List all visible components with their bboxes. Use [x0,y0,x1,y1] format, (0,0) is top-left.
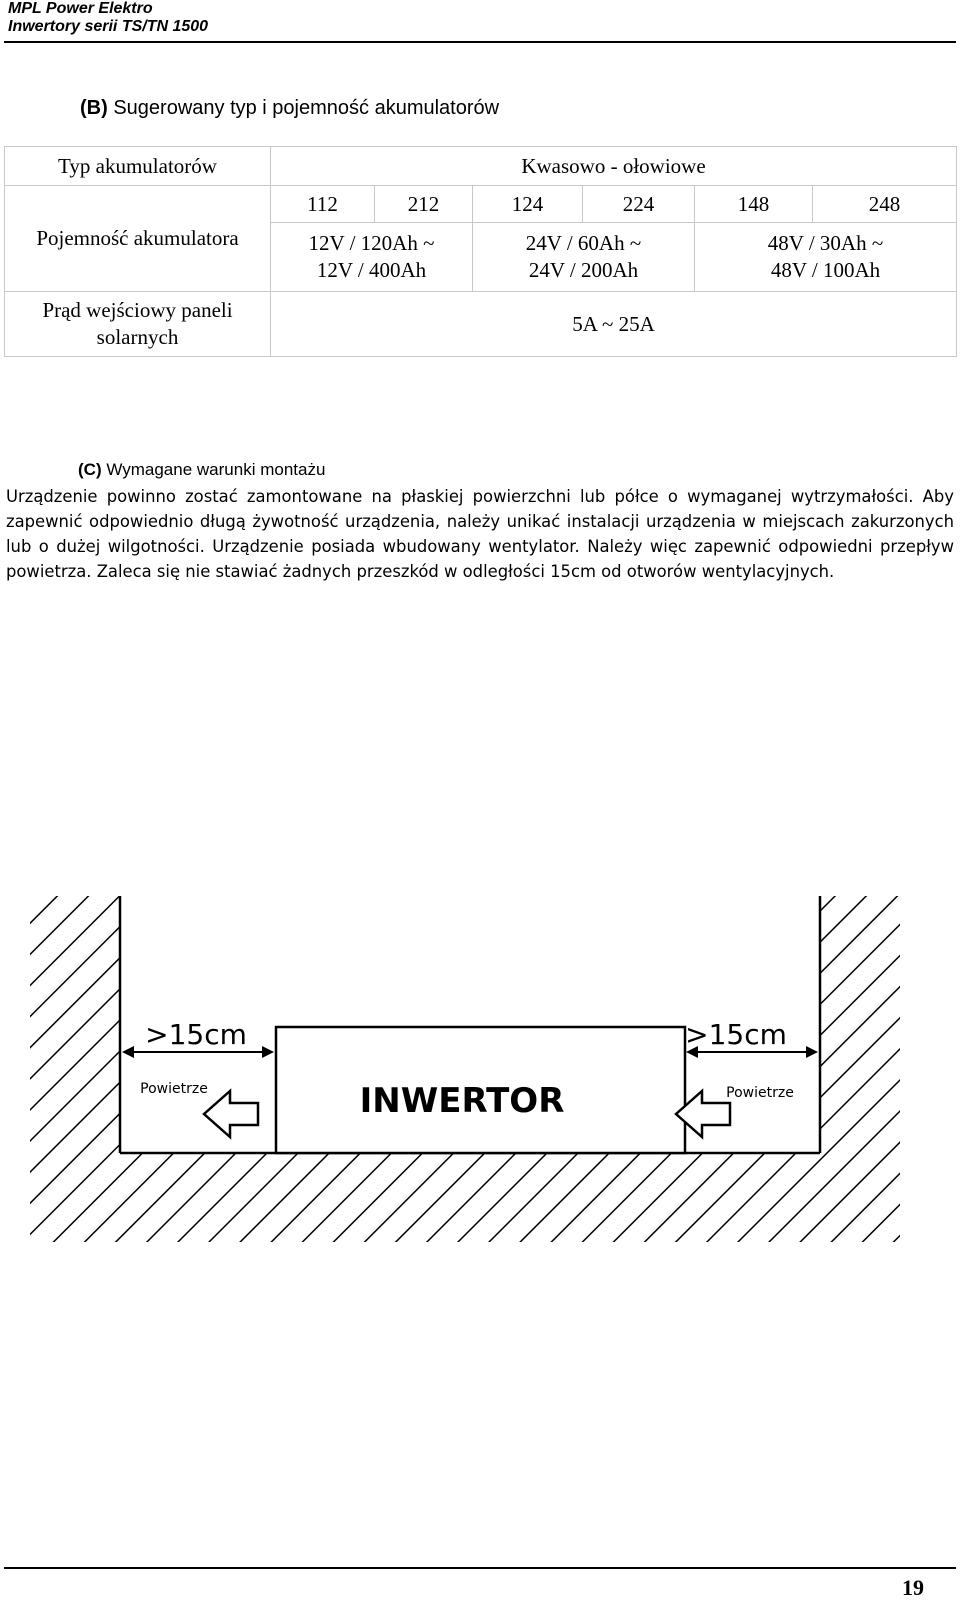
capacity-range-24v [473,223,695,292]
table-row-solar-current [5,292,957,357]
capacity-range-line: 12V / 120Ah ~ [308,231,435,255]
solar-current-label [5,292,271,357]
right-dimension-arrow-right [806,1046,818,1058]
left-distance-label: >15cm [145,1018,247,1051]
ventilation-clearance-diagram [0,890,960,1260]
right-air-label: Powietrze [726,1085,794,1101]
table-row-models [5,186,957,223]
installation-paragraph: Urządzenie powinno zostać zamontowane na płaskiej powierzchni lub półce o wymaganej wytrzymałości. Aby zapewnić odpowiednio długą żywotność urządzenia, należy unikać instalacji urządzenia w miejscach zakurzonych lub o dużej wilgotności. Urządzenie posiada wbudowany wentylator. Należy więc zapewnić odpowiedni przepływ powietrza. Zaleca się nie stawiać żadnych przeszkód w odległości 15cm od otworów wentylacyjnych. [6,487,954,581]
capacity-range-48v [695,223,957,292]
capacity-range-line: 24V / 200Ah [528,258,639,282]
capacity-range-line: 12V / 400Ah [316,258,427,282]
page-number: 19 [902,1575,924,1600]
battery-spec-table [4,146,957,357]
left-dimension-arrow-right [262,1046,274,1058]
left-air-label: Powietrze [140,1081,208,1097]
capacity-range-line: 48V / 100Ah [770,258,881,282]
section-b-heading [80,96,499,120]
solar-label-line: solarnych [96,325,179,349]
section-b-title: Sugerowany typ i pojemność akumulatorów [113,97,500,119]
footer-divider [4,1567,956,1569]
header-divider [4,41,956,43]
solar-label-line: Prąd wejściowy paneli [42,298,233,322]
header-company: MPL Power Elektro [8,0,153,17]
model-cell: 212 [375,186,473,223]
right-distance-label: >15cm [685,1018,787,1051]
model-cell: 112 [271,186,375,223]
capacity-range-line: 48V / 30Ah ~ [767,231,884,255]
section-c-title: Wymagane warunki montażu [106,460,326,479]
battery-type-value: Kwasowo - ołowiowe [271,147,957,186]
capacity-range-line: 24V / 60Ah ~ [525,231,642,255]
header-product: Inwertory serii TS/TN 1500 [8,18,209,35]
model-cell: 224 [583,186,695,223]
solar-current-value: 5A ~ 25A [271,292,957,357]
left-airflow-arrow-icon [204,1091,258,1137]
section-b-label: (B) [80,97,108,119]
model-cell: 248 [813,186,957,223]
capacity-label: Pojemność akumulatora [5,186,271,292]
left-dimension-arrow-left [122,1046,134,1058]
capacity-range-12v [271,223,473,292]
battery-type-label: Typ akumulatorów [5,147,271,186]
section-c-label: (C) [78,460,102,479]
section-c-heading [78,459,325,481]
model-cell: 148 [695,186,813,223]
model-cell: 124 [473,186,583,223]
table-row-battery-type [5,147,957,186]
inverter-label: INWERTOR [359,1081,565,1121]
